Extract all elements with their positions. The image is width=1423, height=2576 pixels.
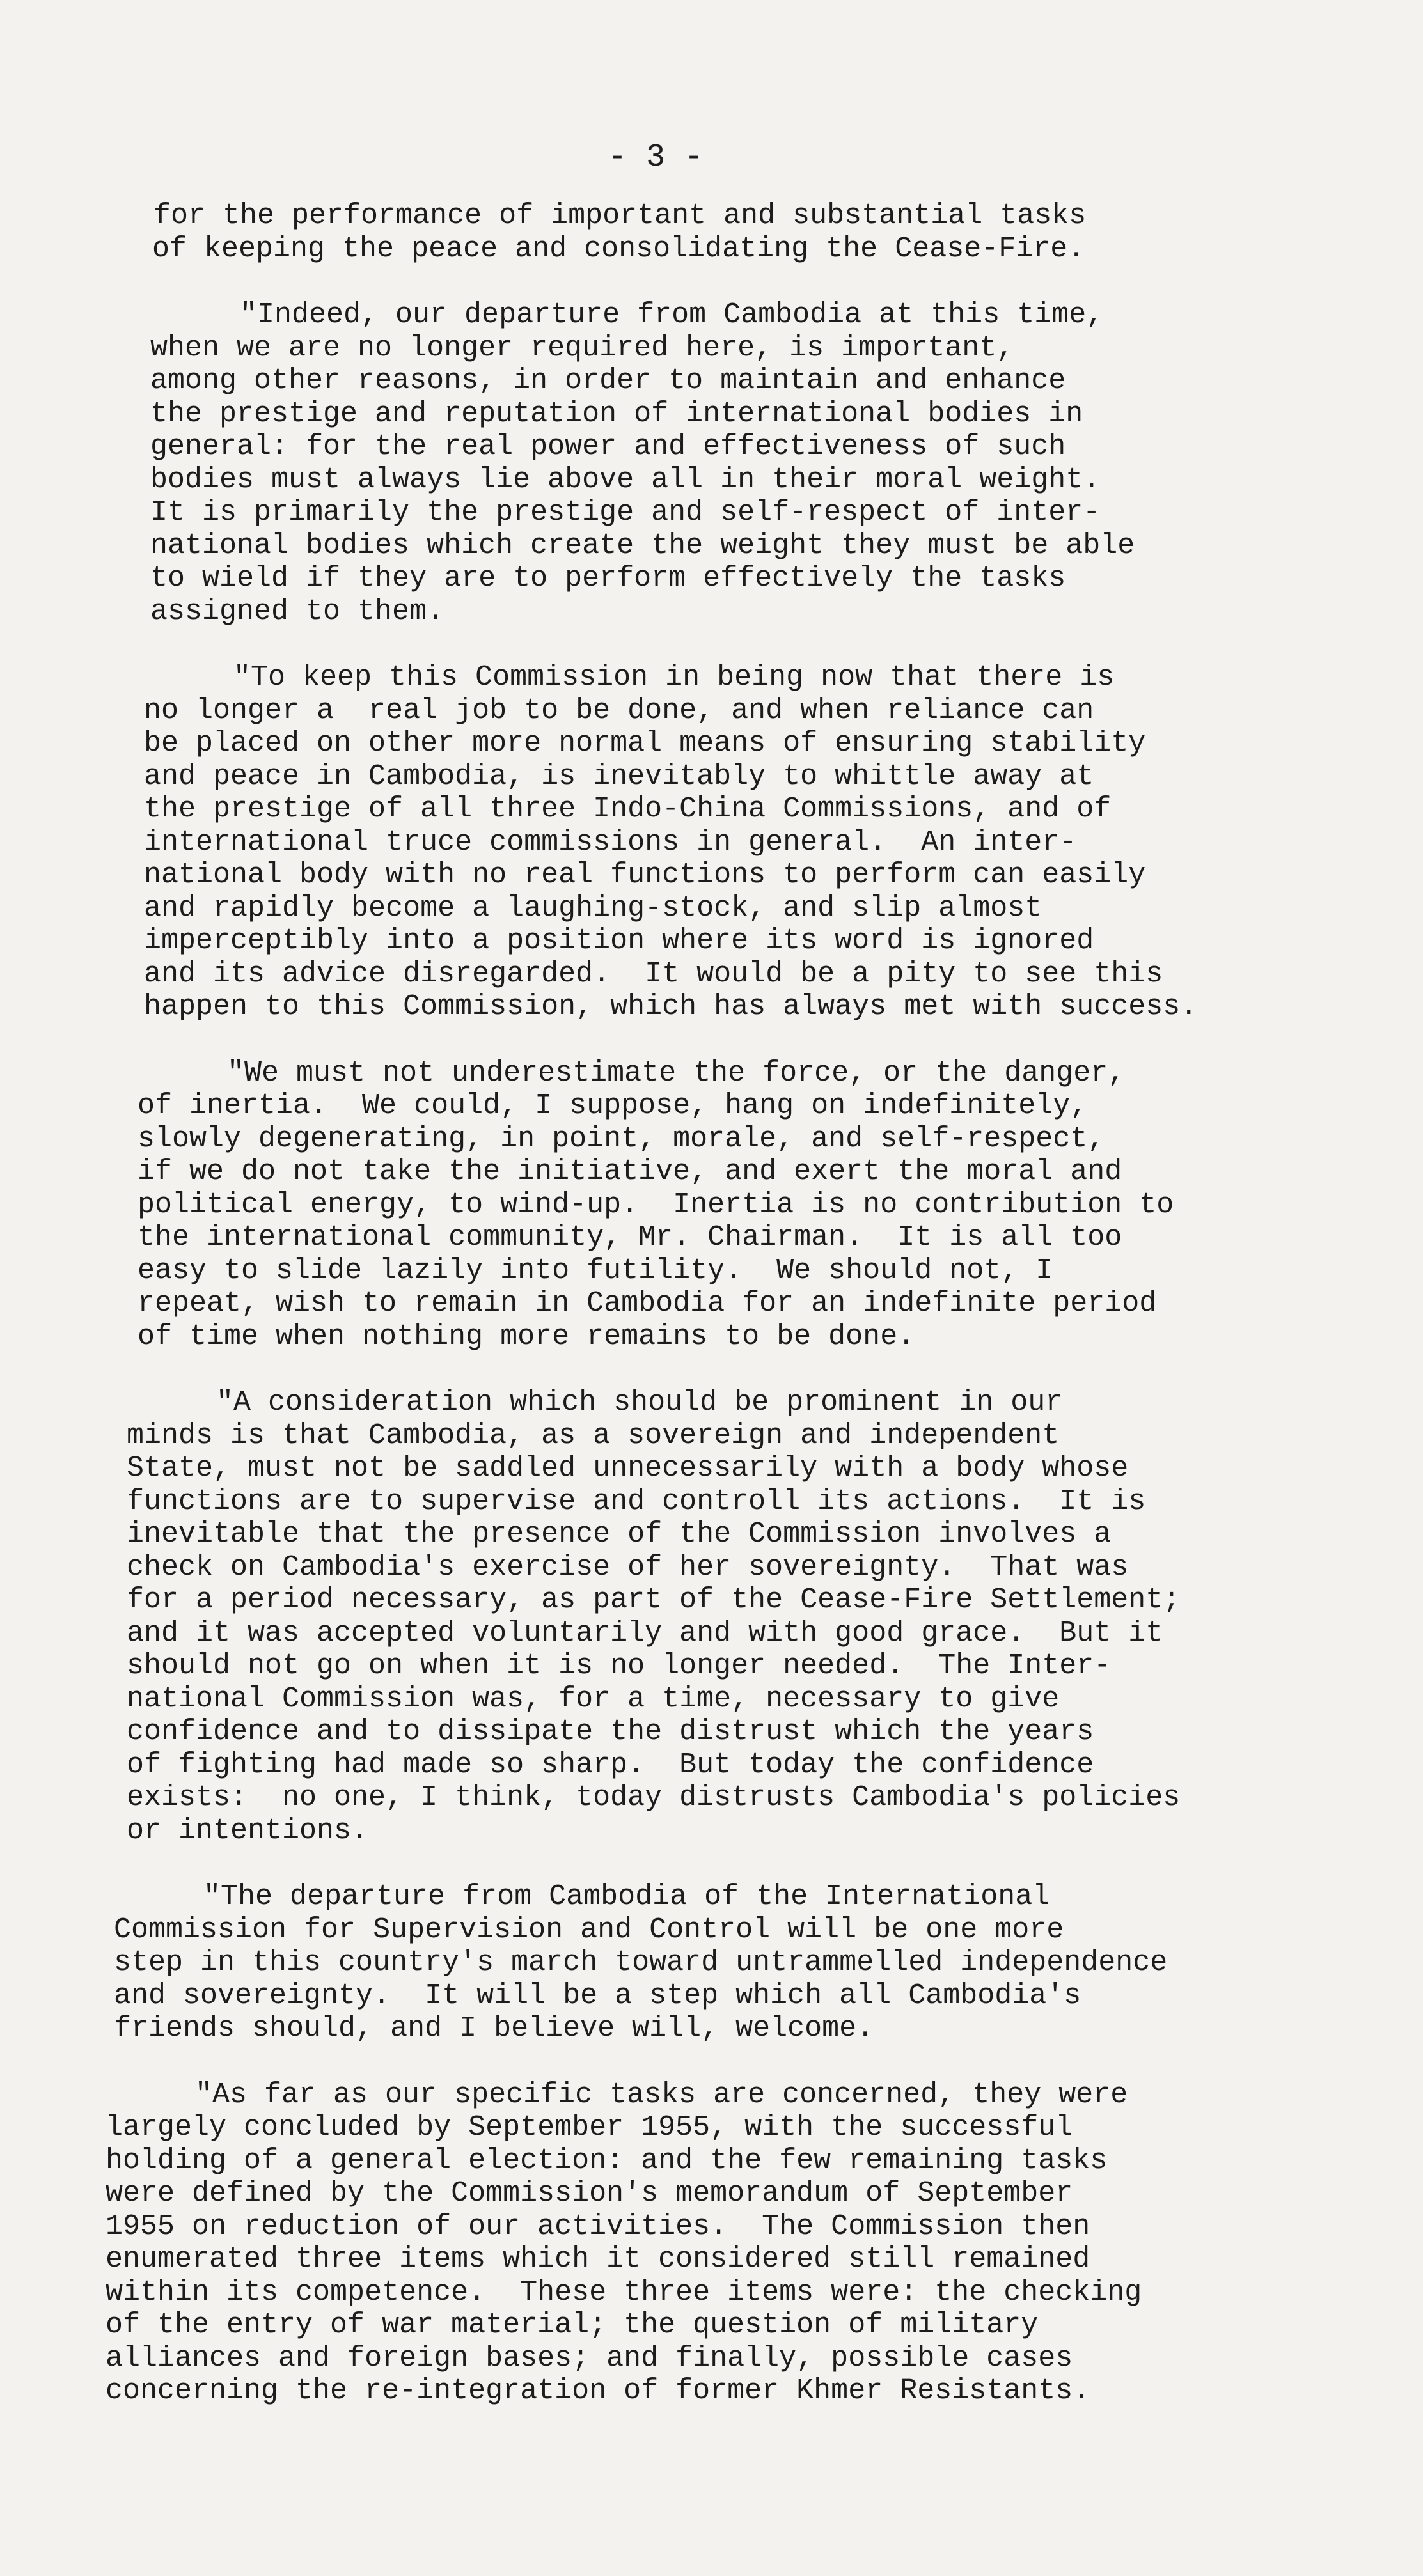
text-line: "A consideration which should be prominent in our (216, 1386, 1063, 1419)
text-line: if we do not take the initiative, and exert the moral and (138, 1155, 1122, 1188)
paragraph-6 (102, 1880, 1324, 2045)
text-line: concerning the re-integration of former Khmer Resistants. (106, 2375, 1090, 2407)
text-line: be placed on other more normal means of ensuring stability (144, 727, 1146, 760)
paragraph-1 (102, 199, 1324, 265)
text-line: the prestige of all three Indo-China Commissions, and of (144, 793, 1112, 825)
text-line: and peace in Cambodia, is inevitably to whittle away at (144, 760, 1094, 793)
paragraph-4 (102, 1057, 1324, 1354)
text-line: step in this country's march toward untrammelled independence (114, 1946, 1168, 1979)
text-line: "We must not underestimate the force, or the danger, (227, 1056, 1126, 1089)
text-line: of time when nothing more remains to be done. (138, 1320, 915, 1353)
paragraph-2 (102, 299, 1324, 628)
text-line: alliances and foreign bases; and finally, possible cases (106, 2341, 1073, 2375)
text-line: and rapidly become a laughing-stock, and slip almost (144, 891, 1042, 925)
text-line: It is primarily the prestige and self-respect of inter- (150, 496, 1101, 529)
text-line: and its advice disregarded. It would be a pity to see this (144, 957, 1163, 990)
text-line: the international community, Mr. Chairman. It is all too (138, 1221, 1122, 1254)
text-line: repeat, wish to remain in Cambodia for an indefinite period (138, 1287, 1157, 1320)
body-text (102, 199, 1324, 2408)
text-line: and sovereignty. It will be a step which all Cambodia's (114, 1979, 1081, 2012)
text-line: imperceptibly into a position where its word is ignored (144, 925, 1094, 957)
text-line: largely concluded by September 1955, with the successful (106, 2111, 1073, 2144)
text-line: assigned to them. (150, 595, 444, 628)
text-line: national bodies which create the weight they must be able (150, 529, 1135, 562)
text-line: of fighting had made so sharp. But today the confidence (127, 1748, 1094, 1781)
text-line: check on Cambodia's exercise of her sovereignty. That was (127, 1550, 1129, 1584)
text-line: of inertia. We could, I suppose, hang on indefinitely, (138, 1089, 1088, 1122)
text-line: 1955 on reduction of our activities. The Commission then (106, 2210, 1090, 2243)
text-line: enumerated three items which it considered still remained (106, 2243, 1090, 2275)
text-line: minds is that Cambodia, as a sovereign and independent (127, 1419, 1060, 1452)
text-line: among other reasons, in order to maintain and enhance (150, 364, 1066, 397)
text-line: or intentions. (127, 1814, 369, 1847)
text-line: should not go on when it is no longer needed. The Inter- (127, 1650, 1112, 1682)
paragraph-5 (102, 1386, 1324, 1847)
paragraph-7 (102, 2079, 1324, 2408)
paragraph-3 (102, 661, 1324, 1024)
text-line: and it was accepted voluntarily and with good grace. But it (127, 1616, 1163, 1650)
text-line: exists: no one, I think, today distrusts Cambodia's policies (127, 1781, 1181, 1814)
text-line: general: for the real power and effectiveness of such (150, 430, 1066, 463)
text-line: State, must not be saddled unnecessarily with a body whose (127, 1452, 1129, 1485)
text-line: when we are no longer required here, is important, (150, 331, 1014, 364)
text-line: for the performance of important and substantial tasks (153, 199, 1087, 232)
text-line: "To keep this Commission in being now that there is (233, 661, 1115, 694)
text-line: international truce commissions in general. An inter- (144, 825, 1077, 859)
text-line: bodies must always lie above all in their moral weight. (150, 463, 1101, 496)
text-line: inevitable that the presence of the Commission involves a (127, 1518, 1112, 1550)
text-line: no longer a real job to be done, and when reliance can (144, 694, 1094, 727)
text-line: friends should, and I believe will, welcome. (114, 2012, 874, 2045)
text-line: confidence and to dissipate the distrust which the years (127, 1715, 1094, 1748)
text-line: to wield if they are to perform effectively the tasks (150, 562, 1066, 595)
text-line: easy to slide lazily into futility. We should not, I (138, 1254, 1053, 1287)
text-line: "Indeed, our departure from Cambodia at this time, (240, 299, 1104, 331)
text-line: the prestige and reputation of international bodies in (150, 397, 1083, 430)
text-line: political energy, to wind-up. Inertia is no contribution to (138, 1188, 1174, 1221)
text-line: happen to this Commission, which has always met with success. (144, 990, 1198, 1023)
text-line: national Commission was, for a time, necessary to give (127, 1682, 1060, 1715)
text-line: of the entry of war material; the question of military (106, 2309, 1039, 2341)
text-line: of keeping the peace and consolidating the Cease-Fire. (152, 232, 1085, 265)
page-number: - 3 - (608, 139, 704, 176)
text-line: "As far as our specific tasks are concerned, they were (195, 2078, 1128, 2111)
text-line: slowly degenerating, in point, morale, and self-respect, (138, 1122, 1105, 1155)
text-line: for a period necessary, as part of the Cease-Fire Settlement; (127, 1584, 1181, 1616)
text-line: within its competence. These three items were: the checking (106, 2275, 1142, 2309)
text-line: Commission for Supervision and Control will be one more (114, 1913, 1064, 1946)
text-line: functions are to supervise and controll its actions. It is (127, 1485, 1146, 1518)
text-line: were defined by the Commission's memorandum of September (106, 2177, 1073, 2210)
text-line: "The departure from Cambodia of the International (203, 1880, 1050, 1913)
text-line: holding of a general election: and the few remaining tasks (106, 2144, 1108, 2177)
text-line: national body with no real functions to perform can easily (144, 859, 1146, 891)
